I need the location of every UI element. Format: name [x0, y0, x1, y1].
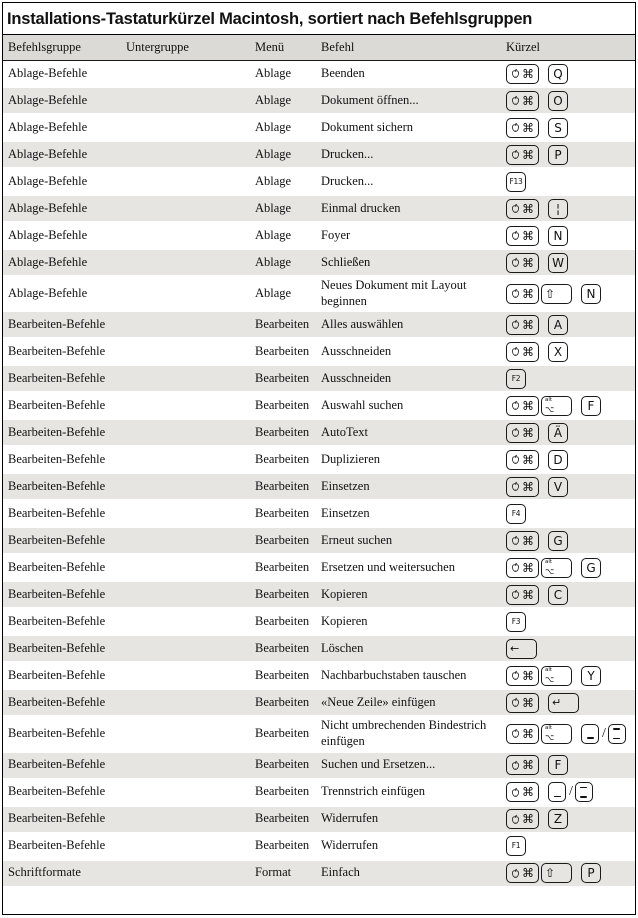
cmd-icon: ⌘: [522, 785, 534, 799]
cmd-icon: ⌘: [522, 695, 534, 710]
cell-befehl: Suchen und Ersetzen...: [321, 757, 436, 772]
apple-icon: [511, 95, 520, 106]
shortcut-table-page: [2, 2, 636, 915]
cell-befehlsgruppe: Bearbeiten-Befehle: [8, 343, 106, 358]
cell-kuerzel: [506, 477, 635, 497]
apple-icon: [511, 400, 520, 411]
command-key: [506, 423, 539, 443]
letter-key-f: F: [548, 755, 568, 775]
cmd-icon: ⌘: [522, 560, 534, 575]
cmd-icon: ⌘: [522, 66, 534, 81]
option-key: [541, 396, 572, 416]
apple-icon: [511, 814, 520, 825]
cell-kuerzel: [506, 504, 635, 524]
cmd-icon: ⌘: [522, 317, 534, 332]
cell-kuerzel: [506, 253, 635, 273]
cell-menue: Ablage: [255, 254, 292, 269]
letter-key-a: A: [548, 315, 568, 335]
table-header: [3, 35, 635, 61]
command-key: [506, 755, 539, 775]
letter-key-w: W: [548, 253, 568, 273]
cell-befehlsgruppe: Ablage-Befehle: [8, 200, 88, 215]
option-icon: ⌥: [545, 732, 555, 742]
dash-icon: [613, 728, 620, 730]
cell-befehlsgruppe: Bearbeiten-Befehle: [8, 397, 106, 412]
letter-key-p: P: [548, 145, 568, 165]
letter-key-p: P: [581, 863, 601, 883]
cell-befehlsgruppe: Ablage-Befehle: [8, 173, 88, 188]
cell-befehlsgruppe: Bearbeiten-Befehle: [8, 316, 106, 331]
apple-icon: [511, 728, 520, 739]
command-key: [506, 64, 539, 84]
cell-befehl: Einsetzen: [321, 505, 370, 520]
cell-befehlsgruppe: Ablage-Befehle: [8, 227, 88, 242]
cmd-icon: ⌘: [522, 398, 534, 413]
cell-kuerzel: [506, 782, 635, 802]
cell-befehl: Schließen: [321, 254, 371, 269]
cell-menue: Bearbeiten: [255, 586, 310, 601]
cell-menue: Bearbeiten: [255, 613, 310, 628]
cmd-icon: ⌘: [522, 587, 534, 602]
function-key-f1: F1: [506, 836, 526, 856]
apple-icon: [511, 346, 520, 357]
cell-befehl: Einfach: [321, 865, 360, 880]
cmd-icon: ⌘: [522, 479, 534, 494]
dash-icon: [613, 738, 620, 740]
command-key: [506, 91, 539, 111]
command-key: [506, 693, 539, 713]
cell-menue: Ablage: [255, 227, 292, 242]
command-key: [506, 253, 539, 273]
table-row: [3, 420, 635, 447]
command-key: [506, 666, 539, 686]
cell-menue: Bearbeiten: [255, 478, 310, 493]
table-row: [3, 780, 635, 807]
alt-label: alt: [545, 724, 553, 731]
command-key: [506, 450, 539, 470]
cmd-icon: ⌘: [522, 255, 534, 270]
cell-befehl: Einsetzen: [321, 478, 370, 493]
cell-menue: Bearbeiten: [255, 451, 310, 466]
cell-kuerzel: [506, 199, 635, 219]
command-key: [506, 477, 539, 497]
cell-befehl: AutoText: [321, 424, 369, 439]
cell-befehl: Beenden: [321, 65, 365, 80]
cell-befehl: «Neue Zeile» einfügen: [321, 694, 436, 709]
alt-label: alt: [545, 396, 553, 403]
cell-befehlsgruppe: Bearbeiten-Befehle: [8, 694, 106, 709]
apple-icon: [511, 319, 520, 330]
column-header-untergruppe: Untergruppe: [126, 39, 189, 54]
apple-icon: [511, 288, 520, 299]
cell-kuerzel: [506, 863, 635, 883]
command-key: [506, 145, 539, 165]
table-row: [3, 861, 635, 888]
cell-menue: Bearbeiten: [255, 505, 310, 520]
table-row: [3, 717, 635, 752]
option-key: [541, 666, 572, 686]
cell-menue: Bearbeiten: [255, 532, 310, 547]
cell-menue: Bearbeiten: [255, 370, 310, 385]
cell-menue: Bearbeiten: [255, 694, 310, 709]
cmd-icon: ⌘: [522, 533, 534, 548]
cell-kuerzel: [506, 226, 635, 246]
cmd-icon: ⌘: [522, 812, 534, 826]
letter-key-n: N: [548, 226, 568, 246]
cell-befehlsgruppe: Bearbeiten-Befehle: [8, 838, 106, 853]
apple-icon: [511, 535, 520, 546]
option-key: [541, 724, 572, 744]
apple-icon: [511, 589, 520, 600]
letter-key-g: G: [581, 558, 601, 578]
cell-kuerzel: [506, 315, 635, 335]
table-row: [3, 834, 635, 861]
table-row: [3, 753, 635, 780]
apple-icon: [511, 454, 520, 465]
cell-befehlsgruppe: Bearbeiten-Befehle: [8, 757, 106, 772]
cell-kuerzel: [506, 369, 635, 389]
cell-befehlsgruppe: Bearbeiten-Befehle: [8, 613, 106, 628]
cell-befehl: Einmal drucken: [321, 200, 401, 215]
cell-menue: Format: [255, 865, 292, 880]
apple-icon: [511, 257, 520, 268]
cell-kuerzel: [506, 836, 635, 856]
cell-kuerzel: [506, 724, 635, 744]
hyphen-icon: [587, 737, 594, 739]
table-row: [3, 312, 635, 339]
cell-menue: Bearbeiten: [255, 559, 310, 574]
cell-befehl: Neues Dokument mit Layout beginnen: [321, 278, 467, 308]
cell-befehl: Widerrufen: [321, 811, 379, 826]
cell-kuerzel: [506, 531, 635, 551]
cell-befehl: Ausschneiden: [321, 343, 392, 358]
table-row: [3, 528, 635, 555]
return-icon: ↵: [552, 696, 562, 710]
column-header-menue: Menü: [255, 39, 285, 54]
cell-befehl: Nachbarbuchstaben tauschen: [321, 667, 467, 682]
cmd-icon: ⌘: [522, 344, 534, 359]
table-row: [3, 663, 635, 690]
cmd-icon: ⌘: [522, 452, 534, 467]
function-key-f2: F2: [506, 369, 526, 389]
cmd-icon: ⌘: [522, 866, 534, 880]
letter-key-o: O: [548, 91, 568, 111]
cmd-icon: ⌘: [522, 228, 534, 243]
hyphen-key: [548, 782, 566, 802]
option-key: [541, 558, 572, 578]
return-key: [548, 693, 579, 713]
cell-kuerzel: [506, 118, 635, 138]
apple-icon: [511, 203, 520, 214]
cell-menue: Bearbeiten: [255, 397, 310, 412]
table-row: [3, 582, 635, 609]
function-key-f4: F4: [506, 504, 526, 524]
apple-icon: [511, 481, 520, 492]
cell-menue: Ablage: [255, 119, 292, 134]
cell-befehlsgruppe: Bearbeiten-Befehle: [8, 505, 106, 520]
command-key: [506, 724, 539, 744]
cell-befehl: Kopieren: [321, 613, 368, 628]
cell-befehlsgruppe: Bearbeiten-Befehle: [8, 451, 106, 466]
cell-kuerzel: [506, 558, 635, 578]
cmd-icon: ⌘: [522, 758, 534, 772]
command-key: [506, 585, 539, 605]
table-row: [3, 474, 635, 501]
cell-befehlsgruppe: Bearbeiten-Befehle: [8, 784, 106, 799]
column-header-befehl: Befehl: [321, 39, 355, 54]
table-row: [3, 636, 635, 663]
cell-kuerzel: [506, 172, 635, 192]
apple-icon: [511, 562, 520, 573]
command-key: [506, 315, 539, 335]
command-key: [506, 558, 539, 578]
table-row: [3, 88, 635, 115]
table-row: [3, 609, 635, 636]
table-row: [3, 339, 635, 366]
function-key-f3: F3: [506, 612, 526, 632]
cell-menue: Bearbeiten: [255, 811, 310, 826]
cell-kuerzel: [506, 809, 635, 829]
column-header-befehlsgruppe: Befehlsgruppe: [8, 39, 81, 54]
apple-icon: [511, 697, 520, 708]
letter-key-c: C: [548, 585, 568, 605]
cmd-icon: ⌘: [522, 147, 534, 162]
apple-icon: [511, 149, 520, 160]
cell-befehlsgruppe: Bearbeiten-Befehle: [8, 478, 106, 493]
cell-befehl: Nicht umbrechenden Bindestrich einfügen: [321, 718, 487, 748]
cell-kuerzel: [506, 91, 635, 111]
cell-befehlsgruppe: Ablage-Befehle: [8, 119, 88, 134]
alt-label: alt: [545, 666, 553, 673]
cell-menue: Bearbeiten: [255, 316, 310, 331]
cell-befehl: Kopieren: [321, 586, 368, 601]
apple-icon: [511, 760, 520, 771]
keypad-hyphen-key: [575, 782, 593, 802]
cell-kuerzel: [506, 693, 635, 713]
letter-key-g: G: [548, 531, 568, 551]
table-row: [3, 223, 635, 250]
letter-key-v: V: [548, 477, 568, 497]
cell-kuerzel: [506, 585, 635, 605]
cell-menue: Ablage: [255, 92, 292, 107]
column-header-kuerzel: Kürzel: [506, 39, 541, 54]
shift-key: [541, 863, 572, 883]
command-key: [506, 284, 539, 304]
cell-befehlsgruppe: Bearbeiten-Befehle: [8, 532, 106, 547]
cell-menue: Ablage: [255, 200, 292, 215]
command-key: [506, 531, 539, 551]
cmd-icon: ⌘: [522, 726, 534, 741]
cell-befehl: Drucken...: [321, 173, 374, 188]
cell-befehlsgruppe: Ablage-Befehle: [8, 285, 88, 300]
cmd-icon: ⌘: [522, 201, 534, 216]
broken-bar-key: ¦: [548, 199, 568, 219]
table-row: [3, 501, 635, 528]
shift-icon: ⇧: [545, 286, 556, 301]
cell-kuerzel: [506, 666, 635, 686]
cell-menue: Bearbeiten: [255, 640, 310, 655]
apple-icon: [511, 868, 520, 879]
cell-befehlsgruppe: Bearbeiten-Befehle: [8, 640, 106, 655]
cell-kuerzel: [506, 423, 635, 443]
apple-icon: [511, 230, 520, 241]
page-title: Installations-Tastaturkürzel Macintosh, sortiert nach Befehlsgruppen: [3, 3, 635, 35]
backspace-icon: ←: [510, 642, 520, 656]
cell-befehl: Dokument sichern: [321, 119, 413, 134]
keypad-hyphen-key: [608, 724, 626, 744]
table-row: [3, 447, 635, 474]
cell-kuerzel: [506, 612, 635, 632]
shift-icon: ⇧: [545, 866, 556, 880]
cell-menue: Bearbeiten: [255, 757, 310, 772]
cell-befehl: Alles auswählen: [321, 316, 404, 331]
cell-befehl: Duplizieren: [321, 451, 381, 466]
cell-befehlsgruppe: Bearbeiten-Befehle: [8, 370, 106, 385]
cell-befehl: Widerrufen: [321, 838, 379, 853]
cmd-icon: ⌘: [522, 93, 534, 108]
cmd-icon: ⌘: [522, 286, 534, 301]
table-row: [3, 250, 635, 277]
cell-menue: Ablage: [255, 65, 292, 80]
cell-befehlsgruppe: Bearbeiten-Befehle: [8, 424, 106, 439]
cell-befehl: Auswahl suchen: [321, 397, 404, 412]
letter-key-x: X: [548, 342, 568, 362]
cmd-icon: ⌘: [522, 668, 534, 683]
cell-befehl: Löschen: [321, 640, 364, 655]
table-row: [3, 142, 635, 169]
cell-befehl: Foyer: [321, 227, 351, 242]
shift-key: [541, 284, 572, 304]
cell-befehl: Ersetzen und weitersuchen: [321, 559, 455, 574]
cell-befehl: Ausschneiden: [321, 370, 392, 385]
table-row: [3, 277, 635, 312]
table-row: [3, 61, 635, 88]
cell-befehlsgruppe: Bearbeiten-Befehle: [8, 586, 106, 601]
function-key-f13: F13: [506, 172, 526, 192]
cell-kuerzel: [506, 450, 635, 470]
letter-key-f: F: [581, 396, 601, 416]
hyphen-key: [581, 724, 599, 744]
table-row: [3, 196, 635, 223]
cell-menue: Bearbeiten: [255, 667, 310, 682]
cell-kuerzel: [506, 396, 635, 416]
table-row: [3, 169, 635, 196]
command-key: [506, 342, 539, 362]
option-icon: ⌥: [545, 674, 555, 684]
table-row: [3, 555, 635, 582]
dash-icon: [580, 787, 587, 789]
dash-icon: [580, 796, 587, 798]
cell-menue: Bearbeiten: [255, 424, 310, 439]
cell-befehlsgruppe: Ablage-Befehle: [8, 254, 88, 269]
cell-befehl: Erneut suchen: [321, 532, 393, 547]
letter-key-y: Y: [581, 666, 601, 686]
backspace-key: [506, 639, 537, 659]
apple-icon: [511, 427, 520, 438]
cell-kuerzel: [506, 639, 635, 659]
command-key: [506, 199, 539, 219]
cell-befehl: Trennstrich einfügen: [321, 784, 426, 799]
cell-befehl: Dokument öffnen...: [321, 92, 419, 107]
command-key: [506, 396, 539, 416]
apple-icon: [511, 787, 520, 798]
cell-befehlsgruppe: Schriftformate: [8, 865, 81, 880]
key-separator: /: [569, 784, 573, 800]
command-key: [506, 863, 539, 883]
cell-befehlsgruppe: Bearbeiten-Befehle: [8, 726, 106, 741]
table-row: [3, 366, 635, 393]
cell-menue: Bearbeiten: [255, 343, 310, 358]
letter-key-d: D: [548, 450, 568, 470]
table-row: [3, 807, 635, 834]
letter-key-q: Q: [548, 64, 568, 84]
cell-menue: Bearbeiten: [255, 726, 310, 741]
cell-menue: Bearbeiten: [255, 784, 310, 799]
cell-kuerzel: [506, 64, 635, 84]
apple-icon: [511, 670, 520, 681]
command-key: [506, 226, 539, 246]
cell-menue: Ablage: [255, 285, 292, 300]
command-key: [506, 118, 539, 138]
cell-kuerzel: [506, 145, 635, 165]
cell-befehlsgruppe: Bearbeiten-Befehle: [8, 559, 106, 574]
table-row: [3, 690, 635, 717]
alt-label: alt: [545, 558, 553, 565]
letter-key-ä: Ä: [548, 423, 568, 443]
key-separator: /: [602, 726, 606, 742]
apple-icon: [511, 122, 520, 133]
letter-key-n: N: [581, 284, 601, 304]
letter-key-s: S: [548, 118, 568, 138]
cell-menue: Ablage: [255, 173, 292, 188]
table-row: [3, 115, 635, 142]
letter-key-z: Z: [548, 809, 568, 829]
cell-kuerzel: [506, 342, 635, 362]
cell-kuerzel: [506, 284, 635, 304]
cmd-icon: ⌘: [522, 120, 534, 135]
cell-befehl: Drucken...: [321, 146, 374, 161]
cell-befehlsgruppe: Ablage-Befehle: [8, 92, 88, 107]
apple-icon: [511, 68, 520, 79]
table-body: [3, 61, 635, 888]
cell-befehlsgruppe: Ablage-Befehle: [8, 65, 88, 80]
cell-befehlsgruppe: Ablage-Befehle: [8, 146, 88, 161]
cell-befehlsgruppe: Bearbeiten-Befehle: [8, 667, 106, 682]
cmd-icon: ⌘: [522, 425, 534, 440]
command-key: [506, 809, 539, 829]
cell-kuerzel: [506, 755, 635, 775]
table-row: [3, 393, 635, 420]
cell-befehlsgruppe: Bearbeiten-Befehle: [8, 811, 106, 826]
command-key: [506, 782, 539, 802]
option-icon: ⌥: [545, 566, 555, 576]
option-icon: ⌥: [545, 404, 555, 414]
hyphen-icon: [554, 796, 561, 798]
cell-menue: Bearbeiten: [255, 838, 310, 853]
cell-menue: Ablage: [255, 146, 292, 161]
